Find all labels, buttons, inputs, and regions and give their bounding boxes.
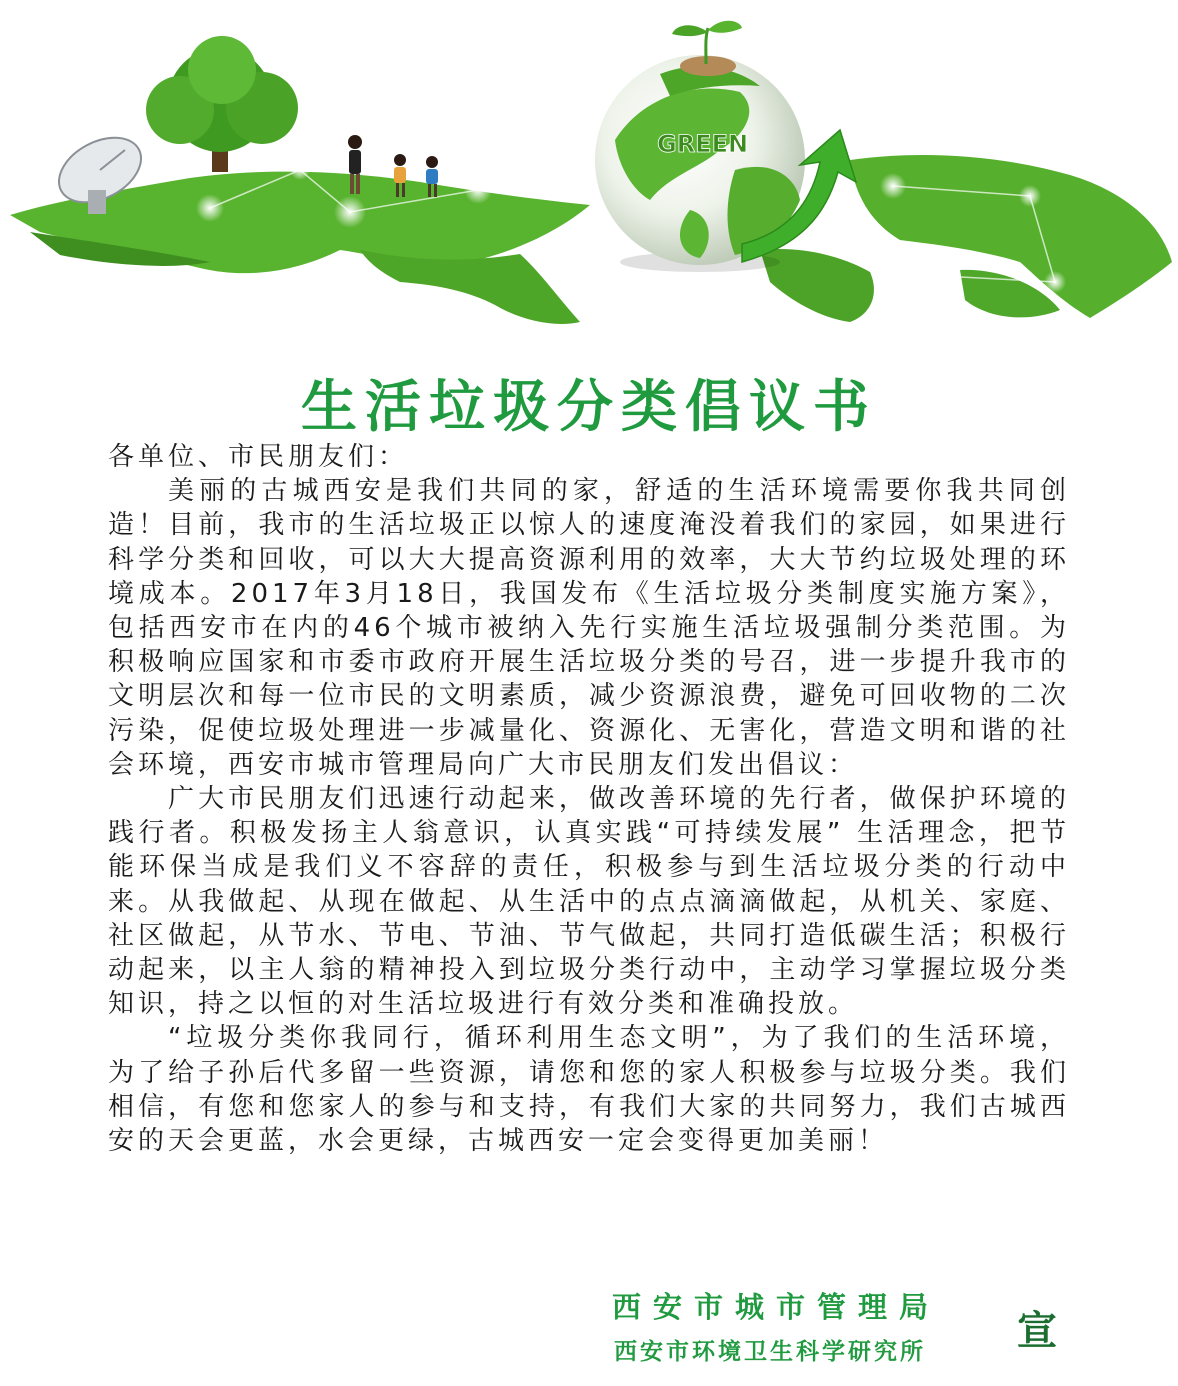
letter-salutation: 各单位、市民朋友们： bbox=[108, 442, 409, 472]
globe-green-label: GREEN bbox=[657, 130, 749, 158]
signature-org-city-management: 西安市城市管理局 bbox=[612, 1290, 941, 1324]
letter-paragraph: “垃圾分类你我同行，循环利用生态文明”，为了我们的生活环境，为了给子孙后代多留一些资源，请您和您的家人积极参与垃圾分类。我们相信，有您和您家人的参与和支持，有我们大家的共同努力，我们古城西安的天会更蓝，水会更绿，古城西安一定会变得更加美丽！ bbox=[108, 1023, 1070, 1157]
letter-body bbox=[108, 440, 1070, 1158]
letter-paragraph: 广大市民朋友们迅速行动起来，做改善环境的先行者，做保护环境的践行者。积极发扬主人翁意识，认真实践“可持续发展” 生活理念，把节能环保当成是我们义不容辞的责任，积极参与到生活垃圾分类的行动中来。从我做起、从现在做起、从生活中的点点滴滴做起，从机关、家庭、社区做起，从节水、节电、节油、节气做起，共同打造低碳生活；积极行动起来，以主人翁的精神投入到垃圾分类行动中，主动学习掌握垃圾分类知识，持之以恒的对生活垃圾进行有效分类和准确投放。 bbox=[108, 784, 1070, 1020]
letter-paragraph: 美丽的古城西安是我们共同的家，舒适的生活环境需要你我共同创造！目前，我市的生活垃圾正以惊人的速度淹没着我们的家园，如果进行科学分类和回收，可以大大提高资源利用的效率，大大节约垃圾处理的环境成本。2017年3月18日，我国发布《生活垃圾分类制度实施方案》，包括西安市在内的46个城市被纳入先行实施生活垃圾强制分类范围。为积极响应国家和市委市政府开展生活垃圾分类的号召，进一步提升我市的文明层次和每一位市民的文明素质，减少资源浪费，避免可回收物的二次污染，促使垃圾处理进一步减量化、资源化、无害化，营造文明和谐的社会环境，西安市城市管理局向广大市民朋友们发出倡议： bbox=[108, 476, 1070, 780]
green-earth-banner bbox=[0, 0, 1178, 330]
signature-org-sanitation-institute: 西安市环境卫生科学研究所 bbox=[614, 1339, 926, 1365]
signature-proclaim-mark: 宣 bbox=[1017, 1308, 1057, 1354]
page-title: 生活垃圾分类倡议书 bbox=[301, 374, 877, 440]
signature-block bbox=[612, 1285, 1072, 1375]
tree-icon bbox=[146, 36, 298, 172]
